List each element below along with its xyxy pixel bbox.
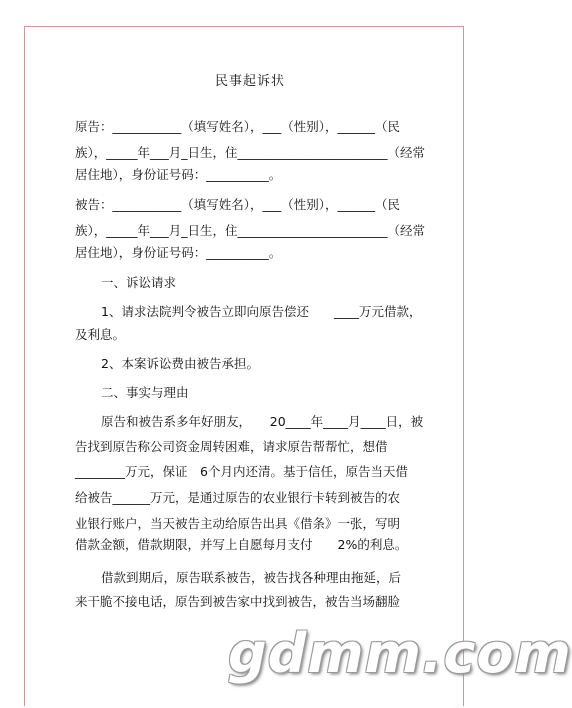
defendant-line-1: 被告：___________（填写姓名），___（性别），______（民: [75, 197, 401, 212]
facts-para2-line: 来干脆不接电话，原告到被告家中找到被告，被告当场翻脸: [75, 594, 401, 609]
plaintiff-line-3: 居住地），身份证号码：__________。: [75, 167, 282, 182]
document-title: 民事起诉状: [215, 74, 286, 89]
plaintiff-line-1: 原告：___________（填写姓名），___（性别），______（民: [75, 119, 401, 134]
claim-item-1-cont: 及利息。: [75, 327, 126, 342]
facts-para2-line: 借款到期后，原告联系被告，被告找各种理由拖延，后: [101, 570, 402, 585]
facts-para1-line: 告找到原告称公司资金周转困难，请求原告帮帮忙，想借: [75, 439, 388, 454]
facts-para1-line: 业银行账户，当天被告主动给原告出具《借条》一张，写明: [75, 516, 401, 531]
watermark: gdmm.com: [228, 622, 572, 685]
plaintiff-line-2: 族），_____年___月_日生，住________________________（经常: [75, 145, 426, 160]
section-heading-facts: 二、事实与理由: [101, 385, 189, 400]
facts-para1-line: 借款金额，借款期限，并写上自愿每月支付 2%的利息。: [75, 537, 408, 552]
facts-para1-line: 给被告______万元，是通过原告的农业银行卡转到被告的农: [75, 490, 401, 505]
facts-para1-line: ________万元，保证 6个月内还清。基于信任，原告当天借: [75, 464, 408, 479]
claim-item-1: 1、请求法院判令被告立即向原告偿还 ____万元借款，: [101, 304, 422, 319]
defendant-line-2: 族），_____年___月_日生，住________________________（经常: [75, 223, 426, 238]
defendant-line-3: 居住地），身份证号码：__________。: [75, 245, 282, 260]
claim-item-2: 2、本案诉讼费由被告承担。: [101, 356, 259, 371]
facts-para1-line: 原告和被告系多年好朋友， 20____年____月____日，被: [101, 414, 424, 429]
section-heading-claims: 一、诉讼请求: [101, 275, 177, 290]
